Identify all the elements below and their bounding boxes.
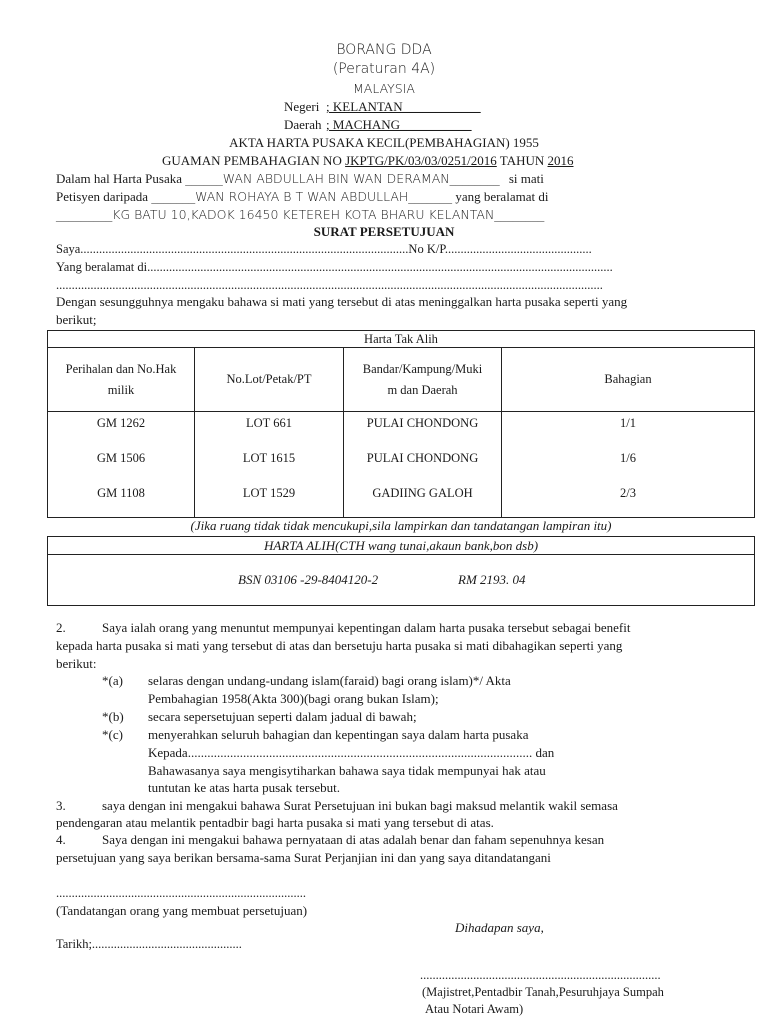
deceased-line	[56, 171, 544, 187]
clause-3-line-2: pendengaran atau melantik pentadbir bagi harta pusaka si mati yang tersebut di atas.	[56, 815, 494, 830]
option-c-line-2: Kepada.......................................................................................................... dan	[148, 745, 555, 760]
petitioner-name: _______WAN ROHAYA B T WAN ABDULLAH_______	[151, 189, 453, 204]
petitioner-suffix: yang beralamat di	[455, 189, 549, 204]
option-b-line-1: secara sepersetujuan seperti dalam jadual di bawah;	[148, 709, 417, 724]
negeri-label: Negeri	[284, 99, 320, 114]
deceased-name: ______WAN ABDULLAH BIN WAN DERAMAN________	[185, 171, 500, 186]
declarant-address-dots: ...............................................................................................................................................................................	[56, 278, 603, 292]
signature-caption: (Tandatangan orang yang membuat persetujuan)	[56, 903, 308, 918]
case-year: 2016	[547, 153, 574, 168]
petitioner-line	[56, 189, 548, 205]
case-prefix: GUAMAN PEMBAHAGIAN NO	[162, 153, 342, 168]
immovable-title: Harta Tak Alih	[48, 331, 755, 348]
deceased-suffix: si mati	[508, 171, 544, 186]
declarant-address-line: Yang beralamat di.....................................................................................................................................................	[56, 260, 613, 274]
daerah-value: ; MACHANG___________	[326, 117, 472, 132]
table-cell: LOT 1529	[242, 486, 296, 500]
witness-note: Dihadapan saya,	[455, 920, 544, 935]
regulation-reference: (Peraturan 4A)	[332, 61, 436, 77]
case-number: JKPTG/PK/03/03/0251/2016	[345, 153, 497, 168]
option-a-marker: *(a)	[102, 673, 123, 688]
clause-2-line-3: berikut:	[56, 656, 97, 671]
intro-line-1: Dengan sesungguhnya mengaku bahawa si mati yang tersebut di atas meninggalkan harta pusaka seperti yang	[56, 294, 628, 309]
signature-dots: ................................................................................	[56, 886, 306, 900]
daerah-label: Daerah	[284, 117, 322, 132]
official-caption-line-1: (Majistret,Pentadbir Tanah,Pesuruhjaya Sumpah	[422, 985, 664, 999]
insufficient-space-note: (Jika ruang tidak tidak mencukupi,sila lampirkan dan tandatangan lampiran itu)	[190, 518, 612, 533]
movable-title: HARTA ALIH(CTH wang tunai,akaun bank,bon dsb)	[263, 538, 539, 553]
table-cell: LOT 661	[246, 416, 292, 430]
option-c-line-3: Bahawasanya saya mengisytiharkan bahawa saya tidak mempunyai hak atau	[148, 763, 546, 778]
case-year-label: TAHUN	[499, 153, 545, 168]
act-title: AKTA HARTA PUSAKA KECIL(PEMBAHAGIAN) 1955	[229, 135, 539, 150]
section-title: SURAT PERSETUJUAN	[313, 224, 455, 239]
column-header-share: Bahagian	[502, 348, 755, 412]
option-c-line-4: tuntutan ke atas harta pusak tersebut.	[148, 780, 341, 795]
clause-3-number: 3.	[56, 798, 66, 813]
clause-4-number: 4.	[56, 832, 66, 847]
movable-property-box	[47, 536, 755, 606]
official-caption-line-2: Atau Notari Awam)	[425, 1002, 524, 1016]
table-cell: 1/6	[620, 451, 636, 465]
clause-2-number: 2.	[56, 620, 66, 635]
form-title: BORANG DDA	[336, 42, 432, 58]
movable-title-divider	[48, 554, 754, 555]
table-cell: 2/3	[620, 486, 636, 500]
date-line: Tarikh;................................................	[56, 937, 242, 951]
deceased-label: Dalam hal Harta Pusaka	[56, 171, 182, 186]
table-cell: GM 1262	[96, 416, 146, 430]
column-header-location: Bandar/Kampung/Muki m dan Daerah	[344, 348, 502, 412]
immovable-property-table	[47, 330, 755, 518]
option-c-marker: *(c)	[102, 727, 123, 742]
clause-2-line-1: Saya ialah orang yang menuntut mempunyai kepentingan dalam harta pusaka tersebut sebagai benefit	[102, 620, 631, 635]
negeri-value: ; KELANTAN____________	[326, 99, 481, 114]
table-cell: GADIING GALOH	[372, 486, 473, 500]
movable-account: BSN 03106 -29-8404120-2	[238, 572, 379, 587]
column-header-lot-no: No.Lot/Petak/PT	[195, 348, 344, 412]
table-cell: 1/1	[620, 416, 636, 430]
option-b-marker: *(b)	[102, 709, 124, 724]
column-header-title-no: Perihalan dan No.Hak milik	[48, 348, 195, 412]
clause-4-line-1: Saya dengan ini mengakui bahawa pernyataan di atas adalah benar dan faham sepenuhnya kesan	[102, 832, 605, 847]
declarant-name-line: Saya.........................................................................................................No K/P...............................................	[56, 242, 592, 256]
table-cell: GM 1506	[96, 451, 146, 465]
option-a-line-2: Pembahagian 1958(Akta 300)(bagi orang bukan Islam);	[148, 691, 439, 706]
clause-3-line-1: saya dengan ini mengakui bahawa Surat Persetujuan ini bukan bagi maksud melantik wakil semasa	[102, 798, 618, 813]
movable-amount: RM 2193. 04	[458, 572, 526, 587]
immovable-body	[48, 412, 755, 518]
country-label: MALAYSIA	[353, 81, 415, 96]
table-cell: LOT 1615	[242, 451, 296, 465]
clause-4-line-2: persetujuan yang saya berikan bersama-sama Surat Perjanjian ini dan yang saya ditandatangani	[56, 850, 551, 865]
option-c-line-1: menyerahkan seluruh bahagian dan kepentingan saya dalam harta pusaka	[148, 727, 529, 742]
official-signature-dots: .............................................................................	[420, 968, 661, 982]
table-cell: PULAI CHONDONG	[366, 416, 479, 430]
option-a-line-1: selaras dengan undang-undang islam(faraid) bagi orang islam)*/ Akta	[148, 673, 511, 688]
petitioner-address: _________KG BATU 10,KADOK 16450 KETEREH KOTA BHARU KELANTAN________	[56, 207, 545, 222]
case-number-line	[162, 153, 574, 169]
table-cell: GM 1108	[97, 486, 145, 500]
clause-2-line-2: kepada harta pusaka si mati yang tersebut di atas dan bersetuju harta pusaka si mati dibahagikan seperti yang	[56, 638, 623, 653]
petitioner-label: Petisyen daripada	[56, 189, 149, 204]
intro-line-2: berikut;	[56, 312, 97, 327]
table-cell: PULAI CHONDONG	[366, 451, 479, 465]
